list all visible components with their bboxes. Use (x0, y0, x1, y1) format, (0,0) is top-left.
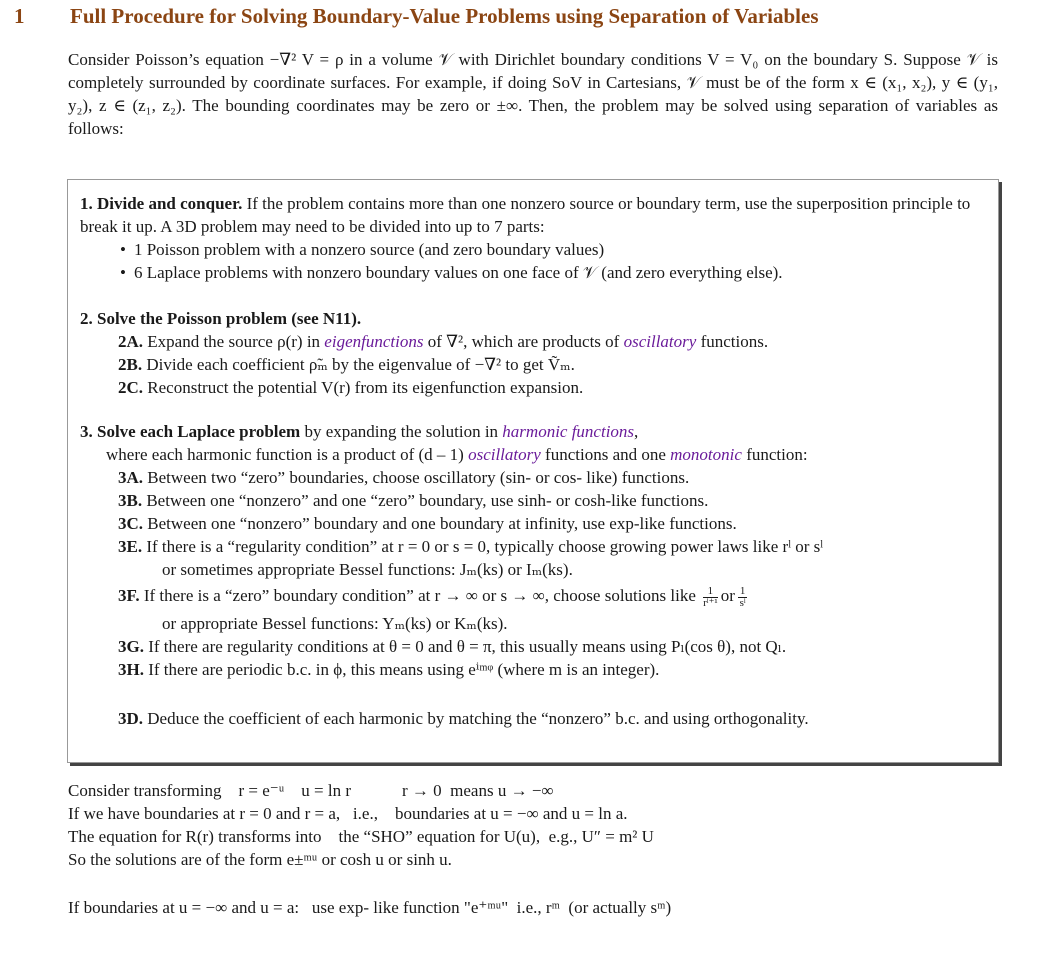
step-3b: 3B. Between one “nonzero” and one “zero” boundary, use sinh- or cosh-like functions. (118, 491, 709, 510)
step-2b: 2B. Divide each coefficient ρ̃ₘ by the eigenvalue of −∇² to get Ṽₘ. (118, 355, 575, 374)
list-item: • 1 Poisson problem with a nonzero source (and zero boundary values) (120, 238, 986, 261)
step-3c: 3C. Between one “nonzero” boundary and one boundary at infinity, use exp-like functions. (118, 514, 737, 533)
step-2-heading: 2. Solve the Poisson problem (see N11). (80, 309, 362, 328)
transform-line-1: Consider transforming r = e⁻ᵘ u = ln r r → 0 means u → −∞ (68, 781, 554, 800)
transform-line-2: If we have boundaries at r = 0 and r = a, i.e., boundaries at u = −∞ and u = ln a. (68, 804, 628, 823)
step-3h: 3H. If there are periodic b.c. in ϕ, this means using eⁱᵐᵠ (where m is an integer). (118, 659, 660, 679)
step-3f: 3F. If there is a “zero” boundary condition” at r → ∞ or s → ∞, choose solutions like $\frac{1}{\text{rˡ⁺¹}}$ or $\frac{1}{\text{sˡ}}$ (118, 584, 746, 609)
step-3g: 3G. If there are regularity conditions at θ = 0 and θ = π, this usually means using Pₗ(cos θ), not Qₗ. (118, 636, 787, 656)
step-1-heading: 1. Divide and conquer. (80, 194, 243, 213)
step-3f-continuation: or appropriate Bessel functions: Yₘ(ks) or Kₘ(ks). (162, 613, 508, 633)
step-3d: 3D. Deduce the coefficient of each harmonic by matching the “nonzero” b.c. and using orthogonality. (118, 708, 809, 728)
step-3-line2: where each harmonic function is a product of (d – 1) oscillatory functions and one monotonic function: (106, 445, 808, 464)
list-item: • 6 Laplace problems with nonzero boundary values on one face of 𝒱 (and zero everything else). (120, 261, 986, 284)
fraction-1-over-s: $\frac{1}{\text{sˡ}}$ (739, 584, 746, 609)
step-2a: 2A. Expand the source ρ(r) in eigenfunctions of ∇², which are products of oscillatory functions. (118, 332, 769, 351)
transform-line-4: So the solutions are of the form e±ᵐᵘ or cosh u or sinh u. (68, 850, 452, 869)
section-number: 1 (14, 4, 25, 28)
step-3a: 3A. Between two “zero” boundaries, choose oscillatory (sin- or cos- like) functions. (118, 468, 690, 487)
transform-line-3: The equation for R(r) transforms into the “SHO” equation for U(u), e.g., U″ = m² U (68, 827, 654, 846)
step-3: 3. Solve each Laplace problem by expanding the solution in harmonic functions, where each harmonic function is a product of (d – 1) oscillatory functions and one monotonic function: 3A. Between two “zero” boundaries, choose oscillatory (sin- or cos- like) functions. 3B. Between one “nonzero” and one “zero” boundary, use sinh- or cosh-like functions. 3C. Between one “nonzero” boundary and one boundary at infinity, use exp-like functions. 3E. If there is a “regularity condition” at r = 0 or s = 0, typically choose growing power laws like rˡ or sˡ or sometimes appropriate Bessel functions: Jₘ(ks) or Iₘ(ks). 3F. If there is a “zero” boundary condition” at r → ∞ or s → ∞, choose solutions like $\frac{1}{\text{rˡ⁺¹}}$ or $\frac{1}{\text{sˡ}}$ or appropriate Bessel functions: Yₘ(ks) or Kₘ(ks). 3G. If there are regularity conditions at θ = 0 and θ = π, this usually means using Pₗ(cos θ), not Qₗ. 3H. If there are periodic b.c. in ϕ, this means using eⁱᵐᵠ (where m is an integer). 3D. Deduce the coefficient of each harmonic by matching the “nonzero” b.c. and using orthogonality. (80, 420, 986, 730)
fraction-1-over-r: $\frac{1}{\text{rˡ⁺¹}}$ (703, 584, 718, 609)
step-1 (80, 192, 986, 284)
procedure-box (67, 179, 999, 763)
intro-paragraph (68, 48, 998, 140)
intro-text: Consider Poisson’s equation −∇² V = ρ in a volume 𝒱 with Dirichlet boundary conditions V = V₀ on the boundary S. Suppose 𝒱 is completely surrounded by coordinate surfaces. For example, if doing SoV in Cartesians, 𝒱 must be of the form x ∈ (x₁, x₂), y ∈ (y₁, y₂), z ∈ (z₁, z₂). The bounding coordinates may be zero or ±∞. Then, the problem may be solved using separation of variables as follows: (68, 50, 998, 138)
step-1-bullets (80, 238, 986, 284)
step-3e-continuation: or sometimes appropriate Bessel functions: Jₘ(ks) or Iₘ(ks). (162, 560, 573, 579)
step-3e: 3E. If there is a “regularity condition” at r = 0 or s = 0, typically choose growing power laws like rˡ or sˡ (118, 537, 824, 556)
step-3-heading: 3. Solve each Laplace problem (80, 422, 301, 441)
closing-note: If boundaries at u = −∞ and u = a: use exp- like function "e⁺ᵐᵘ" i.e., rᵐ (or actually sᵐ) (68, 898, 672, 917)
step-1-text: If the problem contains more than one nonzero source or boundary term, use the superposition principle to break it up. A 3D problem may need to be divided into up to 7 parts: (80, 194, 971, 236)
section-title: Full Procedure for Solving Boundary-Value Problems using Separation of Variables (70, 4, 819, 28)
step-2 (80, 307, 986, 399)
step-2c: 2C. Reconstruct the potential V(r) from its eigenfunction expansion. (118, 378, 584, 397)
transform-notes (68, 779, 1008, 871)
